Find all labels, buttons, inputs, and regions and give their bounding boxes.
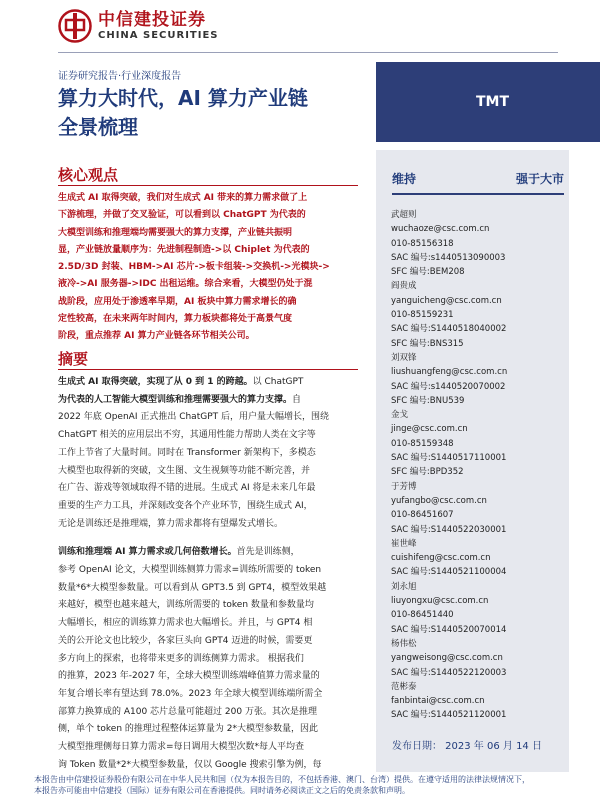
analyst-line: SAC 编号:s1440520070002 [391,381,506,392]
summary-line [58,651,366,669]
summary-text-run: 大模型推理侧每日算力需求=每日调用大模型次数*每人平均查 [58,742,305,753]
company-logo-icon [58,9,92,43]
summary-text-run: 大幅增长，相应的训练算力需求也大幅增长。并且，与 GPT4 相 [58,618,313,629]
summary-text-run: 大模型也取得新的突破，文生图、文生视频等功能不断完善，并 [58,465,311,476]
analyst-line: 崔世峰 [391,538,417,549]
core-view-line: 2.5D/3D 封装、HBM->AI 芯片->板卡组装->交换机->光模块-> [58,262,330,273]
analyst-line: SAC 编号:S1440522120003 [391,667,507,678]
analyst-line: jinge@csc.com.cn [391,424,468,435]
logo-chinese-name: 中信建投证券 [98,10,206,30]
summary-text-run: 多方向上的探索，也将带来更多的训练侧算力需求。 根据我们 [58,653,304,664]
rating-divider [392,193,564,195]
core-view-line: 战阶段，应用处于渗透率早期，AI 板块中算力需求增长的确 [58,296,297,307]
core-view-line: 定性较高，在未来两年时间内，算力板块都将处于高景气度 [58,314,293,325]
disclaimer-line: 本报告亦可能由中信建投（国际）证券有限公司在香港提供。同时请务必阅读正文之后的免责条款和声明。 [34,786,410,795]
publish-date: 发布日期： 2023 年 06 月 14 日 [392,741,542,752]
analyst-line: 010-86451440 [391,610,454,621]
summary-line [58,374,366,392]
analyst-line: SFC 编号:BPD352 [391,467,464,478]
analyst-line: 010-85156318 [391,238,454,249]
summary-text-run: 首先是训练侧， [236,547,300,558]
analyst-line: 武超则 [391,210,417,220]
core-view-line: 显，产业链放量顺序为：先进制程制造->以 Chiplet 为代表的 [58,244,310,255]
rating-value: 强于大市 [515,172,564,186]
analyst-line: 010-86451607 [391,510,454,521]
analyst-line: 刘永旭 [391,581,417,592]
sector-label: TMT [476,94,510,110]
analyst-line: SFC 编号:BNU539 [391,395,465,406]
analyst-line: liushuangfeng@csc.com.cn [391,367,508,378]
summary-bold-text: 生成式 AI 取得突破，实现了从 0 到 1 的跨越。 [58,377,253,387]
analyst-line: SAC 编号:s1440513090003 [391,252,506,263]
analyst-line: 010-85159231 [391,310,454,321]
summary-text-run: 在广告、游戏等领域取得不错的进展。生成式 AI 将是未来几年最 [58,483,316,494]
summary-line [58,463,366,481]
summary-line [58,544,366,562]
analyst-line: 阎贵成 [391,281,417,292]
core-view-heading: 核心观点 [58,166,119,184]
summary-line [58,686,366,704]
summary-bold-text: 训练和推理端 AI 算力需求或几何倍数增长。 [58,547,237,558]
summary-line [58,597,366,615]
disclaimer-line: 本报告由中信建投证券股份有限公司在中华人民共和国（仅为本报告目的，不包括香港、澳门、台湾）提供。在遵守适用的法律法规情况下， [34,775,530,784]
analyst-line: 金戈 [391,410,409,421]
summary-line [58,427,366,445]
rating-row [392,170,564,190]
core-view-line: 大模型训练和推理端均需要强大的算力支撑，产业链共振明 [58,227,293,238]
summary-heading: 摘要 [58,350,89,368]
analyst-line: 刘双锋 [391,352,417,363]
sector-banner [376,62,600,142]
summary-text-run: 侧，单个 token 的推理过程整体运算量为 2*大模型参数量，因此 [58,724,318,735]
summary-line [58,721,366,739]
report-title-line-2: 全景梳理 [58,115,138,139]
analyst-line: SAC 编号:S1440522030001 [391,524,507,535]
summary-line [58,633,366,651]
summary-text-run: 年复合增长率有望达到 78.0%。2023 年全球大模型训练端所需全 [58,688,323,699]
summary-line [58,562,366,580]
summary-line [58,615,366,633]
core-view-line: 生成式 AI 取得突破，我们对生成式 AI 带来的算力需求做了上 [58,193,308,203]
analyst-line: SFC 编号:BEM208 [391,267,465,278]
summary-line [58,498,366,516]
core-view-divider [58,185,358,186]
summary-line [58,704,366,722]
analyst-line: liuyongxu@csc.com.cn [391,596,489,607]
summary-text-run: 重要的生产力工具，并深刻改变各个产业环节，围绕生成式 AI， [58,500,313,511]
report-title [58,84,368,142]
analyst-line: SAC 编号:S1440521100004 [391,567,507,578]
analyst-line: 于芳博 [391,481,417,492]
summary-line [58,445,366,463]
summary-line [58,409,366,427]
summary-line [58,392,366,410]
summary-text-run: 自 [292,394,302,405]
summary-text-run: 工作上节省了大量时间。同时在 Transformer 新架构下，多模态 [58,447,316,458]
analyst-line: 杨伟松 [391,638,417,649]
summary-line [58,757,366,775]
core-view-line: 阶段，重点推荐 AI 算力产业链各环节相关公司。 [58,331,255,342]
report-type: 证券研究报告·行业深度报告 [58,71,182,82]
logo-english-name: CHINA SECURITIES [98,30,219,41]
analyst-line: cuishifeng@csc.com.cn [391,553,491,564]
analyst-line: 010-85159348 [391,438,454,449]
analyst-line: SAC 编号:S1440517110001 [391,453,507,464]
disclaimer [34,774,594,796]
summary-line [58,739,366,757]
core-view-line: 下游梳理，并做了交叉验证，可以看到以 ChatGPT 为代表的 [58,210,306,221]
analyst-line: yanguicheng@csc.com.cn [391,295,502,306]
analyst-line: fanbintai@csc.com.cn [391,696,485,707]
summary-text-run: 数量*6*大模型参数量。可以看到从 GPT3.5 到 GPT4，模型效果越 [58,582,327,593]
report-title-line-1: 算力大时代，AI 算力产业链 [58,86,308,110]
summary-text-run: 部算力换算成的 A100 芯片总量可能超过 200 万张。其次是推理 [58,706,317,717]
analyst-sidebar [376,150,569,772]
analyst-line: 范彬泰 [391,681,417,692]
summary-text-run: 2022 年底 OpenAI 正式推出 ChatGPT 后，用户量大幅增长，围绕 [58,412,329,423]
analyst-line: SFC 编号:BNS315 [391,338,464,349]
summary-paragraph-1 [58,374,366,533]
summary-text-run: 的推算，2023 年-2027 年，全球大模型训练端峰值算力需求量的 [58,671,320,682]
summary-divider [58,369,358,370]
summary-line [58,516,366,534]
summary-text [58,374,366,774]
summary-line [58,480,366,498]
summary-bold-text: 为代表的人工智能大模型训练和推理需要强大的算力支撑。 [58,394,293,405]
analyst-line: SAC 编号:S1440521120001 [391,710,507,721]
core-view-text [58,190,366,346]
summary-text-run: 关的公开论文也比较少，各家巨头向 GPT4 迈进的时候，需要更 [58,635,313,646]
summary-text-run: 来越好，模型也越来越大，训练所需要的 token 数量和参数量均 [58,600,314,611]
summary-line [58,580,366,598]
company-logo [58,6,219,46]
summary-paragraph-2 [58,544,366,774]
rating-label: 维持 [392,172,417,186]
summary-text-run: 参考 OpenAI 论文，大模型训练侧算力需求=训练所需要的 token [58,565,322,576]
analyst-line: yufangbo@csc.com.cn [391,495,487,506]
summary-text-run: 无论是训练还是推理端，算力需求都将有望爆发式增长。 [58,518,284,529]
analyst-line: SAC 编号:S1440518040002 [391,324,507,335]
summary-text-run: 以 ChatGPT [252,377,304,387]
analyst-line: SAC 编号:S1440520070014 [391,624,507,635]
analyst-line: wuchaoze@csc.com.cn [391,224,490,235]
summary-text-run: 询 Token 数量*2*大模型参数量，仅以 Google 搜索引擎为例，每 [58,759,322,770]
summary-line [58,668,366,686]
analyst-line: yangweisong@csc.com.cn [391,653,503,664]
analyst-list [391,208,567,723]
header-divider [58,52,558,53]
summary-text-run: ChatGPT 相关的应用层出不穷，其通用性能力帮助人类在文字等 [58,430,316,441]
core-view-line: 液冷->AI 服务器->IDC 出租运维。综合来看，大模型仍处于混 [58,279,313,290]
